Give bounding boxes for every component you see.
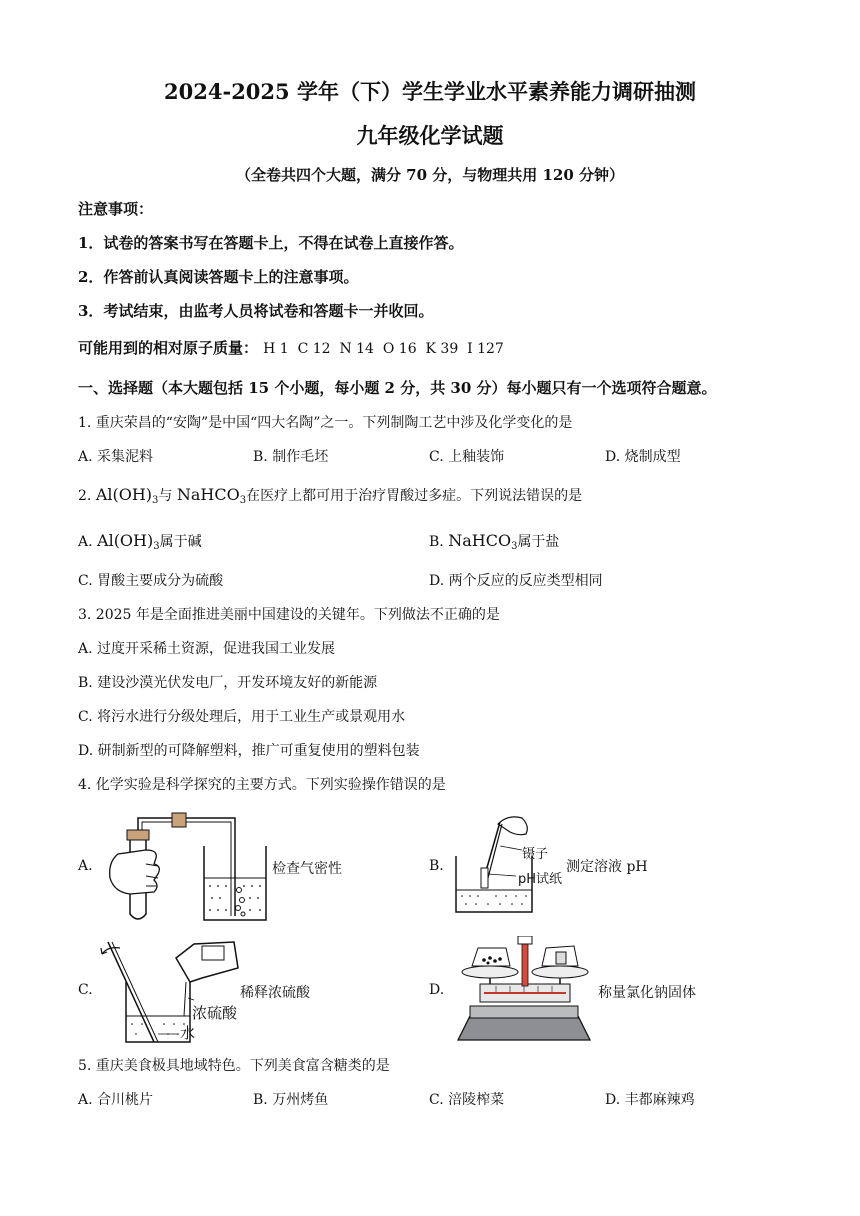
q5-option-b: B. 万州烤鱼	[253, 1092, 329, 1108]
ph-test-figure	[448, 806, 563, 918]
exam-title: 2024-2025 学年（下）学生学业水平素养能力调研抽测	[164, 79, 696, 104]
formula-aloh3	[97, 531, 160, 550]
formula-aloh3	[96, 485, 159, 504]
acid-label: 浓硫酸	[192, 1004, 238, 1022]
q2-option-d: D. 两个反应的反应类型相同	[429, 573, 603, 589]
formula-text: NaHCO	[448, 531, 512, 550]
tweezers-label: 镊子	[522, 847, 549, 862]
formula-subscript: 3	[153, 541, 160, 552]
q3-option-b: B. 建设沙漠光伏发电厂，开发环境友好的新能源	[78, 675, 378, 691]
formula-text: Al(OH)	[95, 485, 153, 504]
balance-figure	[450, 936, 598, 1048]
q5-option-c: C. 涪陵榨菜	[429, 1092, 505, 1108]
q4-option-b-letter: B.	[429, 858, 444, 874]
q3-option-c: C. 将污水进行分级处理后，用于工业生产或景观用水	[78, 709, 406, 725]
q3-option-a: A. 过度开采稀土资源，促进我国工业发展	[78, 641, 336, 657]
ph-paper-label: pH试纸	[518, 872, 563, 887]
q2-option-b	[429, 531, 559, 551]
q1-option-b: B. 制作毛坯	[253, 449, 329, 465]
q5-option-a: A. 合川桃片	[78, 1092, 154, 1108]
exam-subtitle: （全卷共四个大题，满分 70 分，与物理共用 120 分钟）	[235, 166, 625, 184]
atomic-mass-label: 可能用到的相对原子质量：	[78, 339, 259, 357]
section-heading: 一、选择题（本大题包括 15 个小题，每小题 2 分，共 30 分）每小题只有一个选项符合题意。	[78, 379, 717, 397]
formula-subscript: 3	[239, 495, 247, 506]
q2-number: 2.	[78, 488, 92, 504]
q2-stem	[78, 485, 582, 505]
q4-option-b-caption: 测定溶液 pH	[566, 859, 648, 875]
q4-stem: 4. 化学实验是科学探究的主要方式。下列实验操作错误的是	[78, 777, 446, 793]
q4-option-c-caption: 稀释浓硫酸	[240, 985, 310, 1001]
q5-option-d: D. 丰都麻辣鸡	[605, 1092, 695, 1108]
q4-option-c-letter: C.	[78, 982, 93, 998]
q3-stem: 3. 2025 年是全面推进美丽中国建设的关键年。下列做法不正确的是	[78, 607, 500, 623]
option-text: 属于盐	[517, 534, 560, 550]
formula-subscript: 3	[511, 541, 518, 552]
airtightness-check-figure	[100, 806, 270, 926]
formula-subscript: 3	[152, 495, 159, 506]
q1-option-a: A. 采集泥料	[78, 449, 154, 465]
q3-option-d: D. 研制新型的可降解塑料，推广可重复使用的塑料包装	[78, 743, 420, 759]
q2-connector: 与	[158, 488, 173, 504]
q2-stem-text: 在医疗上都可用于治疗胃酸过多症。下列说法错误的是	[246, 488, 583, 504]
q4-option-d-letter: D.	[429, 982, 445, 998]
notes-heading: 注意事项：	[78, 200, 154, 218]
q2-option-c: C. 胃酸主要成分为硫酸	[78, 573, 224, 589]
exam-subject-title: 九年级化学试题	[356, 123, 504, 148]
option-text: 属于碱	[159, 534, 202, 550]
dilute-acid-figure	[98, 938, 243, 1048]
option-letter: B.	[429, 534, 444, 550]
q5-stem: 5. 重庆美食极具地域特色。下列美食富含糖类的是	[78, 1058, 390, 1074]
atomic-mass-line	[78, 337, 504, 358]
formula-nahco3	[177, 485, 246, 504]
q1-option-d: D. 烧制成型	[605, 449, 681, 465]
q1-stem: 1. 重庆荣昌的“安陶”是中国“四大名陶”之一。下列制陶工艺中涉及化学变化的是	[78, 415, 573, 431]
formula-text: NaHCO	[176, 485, 240, 504]
note-item: 1．试卷的答案书写在答题卡上，不得在试卷上直接作答。	[78, 234, 464, 252]
note-item: 2．作答前认真阅读答题卡上的注意事项。	[78, 268, 359, 286]
formula-text: Al(OH)	[97, 531, 154, 550]
option-letter: A.	[78, 534, 93, 550]
q4-option-a-caption: 检查气密性	[272, 861, 342, 877]
q4-option-a-letter: A.	[78, 858, 93, 874]
q1-option-c: C. 上釉装饰	[429, 449, 505, 465]
water-label: 水	[180, 1024, 196, 1042]
note-item: 3．考试结束，由监考人员将试卷和答题卡一并收回。	[78, 302, 434, 320]
formula-nahco3	[448, 531, 517, 550]
atomic-mass-values: H 1 C 12 N 14 O 16 K 39 I 127	[263, 341, 504, 357]
q4-option-d-caption: 称量氯化钠固体	[598, 985, 696, 1001]
q2-option-a	[78, 531, 202, 551]
